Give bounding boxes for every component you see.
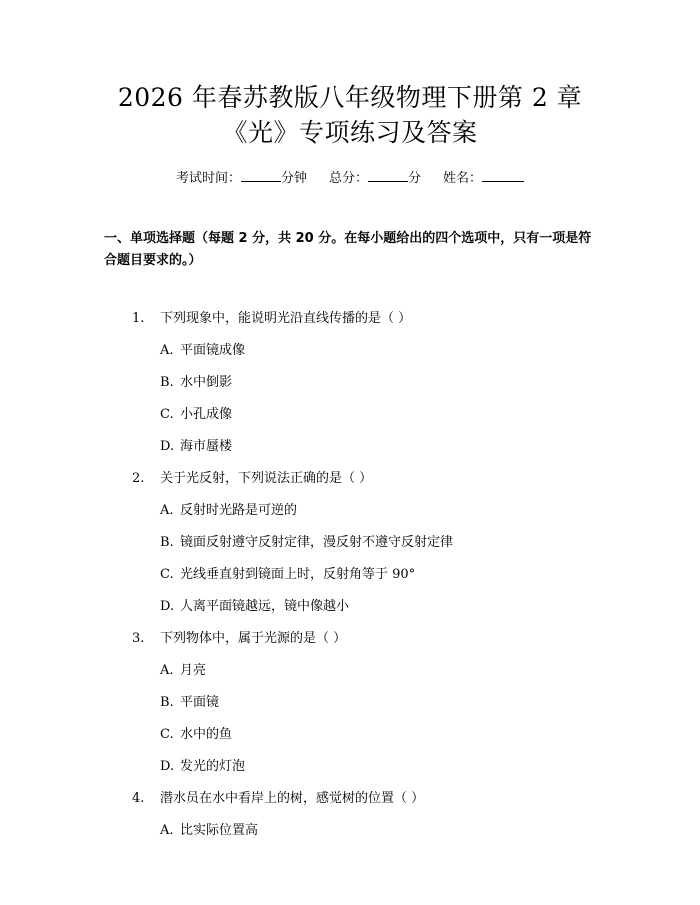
option-letter: A. <box>160 823 174 838</box>
option-1a <box>160 342 245 360</box>
question-text: 下列物体中，属于光源的是（ ） <box>160 631 347 646</box>
option-text: 平面镜 <box>180 695 220 710</box>
exam-title-line-2: 《光》专项练习及答案 <box>222 118 478 147</box>
option-3a <box>160 662 206 680</box>
question-text: 潜水员在水中看岸上的树，感觉树的位置（ ） <box>160 791 425 806</box>
option-text: 比实际位置高 <box>180 823 259 838</box>
question-number: 4. <box>132 791 145 806</box>
option-text: 海市蜃楼 <box>180 439 233 454</box>
option-letter: B. <box>160 535 174 550</box>
option-1c <box>160 406 232 424</box>
option-1b <box>160 374 232 392</box>
option-text: 人离平面镜越远，镜中像越小 <box>180 599 350 614</box>
option-text: 发光的灯泡 <box>180 759 246 774</box>
time-unit: 分钟 <box>280 171 307 186</box>
option-text: 小孔成像 <box>180 407 233 422</box>
question-number: 3. <box>132 631 145 646</box>
option-4a <box>160 822 258 840</box>
option-2c <box>160 566 415 584</box>
option-text: 月亮 <box>180 663 207 678</box>
score-blank <box>368 168 408 182</box>
option-3c <box>160 726 232 744</box>
question-2 <box>132 470 372 488</box>
option-2a <box>160 502 297 520</box>
option-letter: D. <box>160 439 175 454</box>
question-number: 2. <box>132 471 145 486</box>
section-heading: 一、单项选择题（每题 2 分，共 20 分。在每小题给出的四个选项中，只有一项是符合题目要求的。） <box>104 231 592 268</box>
option-text: 平面镜成像 <box>180 343 246 358</box>
option-letter: D. <box>160 759 175 774</box>
name-blank <box>482 168 524 182</box>
time-label: 考试时间： <box>175 171 241 186</box>
option-2d <box>160 598 349 616</box>
question-number: 1. <box>132 311 145 326</box>
option-letter: C. <box>160 727 174 742</box>
option-letter: A. <box>160 343 174 358</box>
question-1 <box>132 310 411 328</box>
question-text: 关于光反射，下列说法正确的是（ ） <box>160 471 373 486</box>
option-letter: B. <box>160 695 174 710</box>
option-text: 镜面反射遵守反射定律，漫反射不遵守反射定律 <box>180 535 454 550</box>
score-unit: 分 <box>408 171 422 186</box>
option-2b <box>160 534 453 552</box>
option-letter: B. <box>160 375 174 390</box>
option-1d <box>160 438 232 456</box>
option-3b <box>160 694 219 712</box>
option-text: 水中的鱼 <box>180 727 233 742</box>
option-letter: D. <box>160 599 175 614</box>
option-3d <box>160 758 245 776</box>
score-label: 总分： <box>328 171 368 186</box>
option-letter: A. <box>160 663 174 678</box>
question-text: 下列现象中，能说明光沿直线传播的是（ ） <box>160 311 412 326</box>
question-4 <box>132 790 424 808</box>
option-letter: A. <box>160 503 174 518</box>
option-letter: C. <box>160 567 174 582</box>
option-text: 水中倒影 <box>180 375 233 390</box>
option-letter: C. <box>160 407 174 422</box>
time-blank <box>241 168 281 182</box>
name-label: 姓名： <box>443 171 483 186</box>
option-text: 光线垂直射到镜面上时，反射角等于 90° <box>180 567 416 582</box>
option-text: 反射时光路是可逆的 <box>180 503 298 518</box>
question-3 <box>132 630 346 648</box>
exam-title-line-1: 2026 年春苏教版八年级物理下册第 2 章 <box>117 83 583 112</box>
exam-info-line <box>0 168 700 188</box>
